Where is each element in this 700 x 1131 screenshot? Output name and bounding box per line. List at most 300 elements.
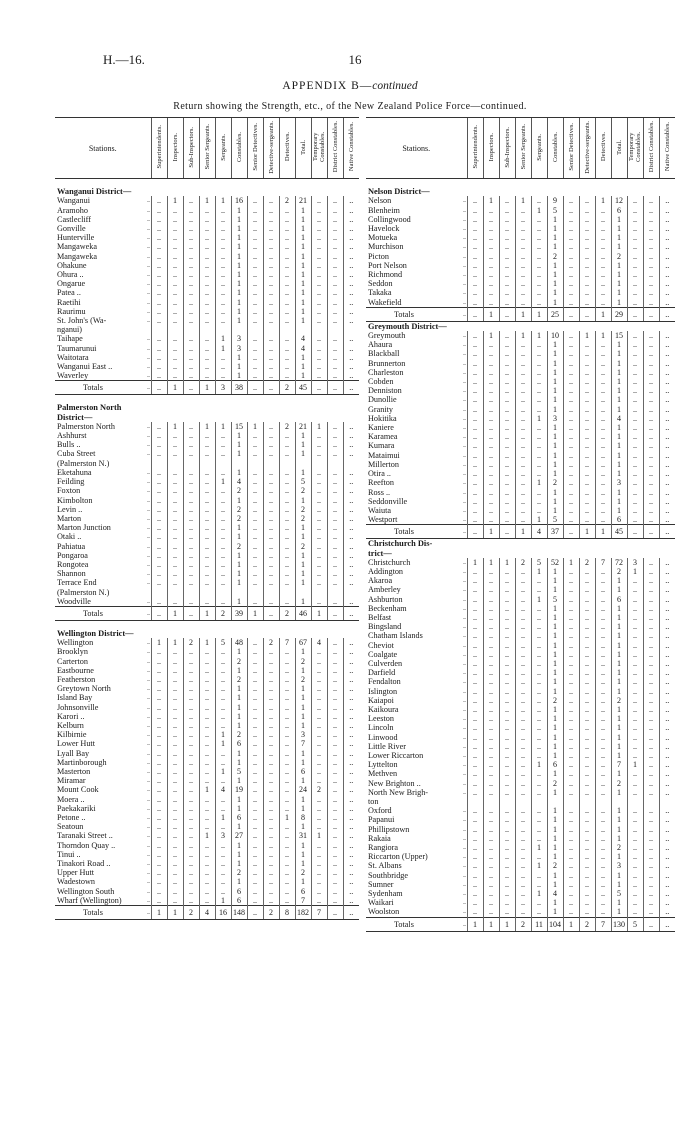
count-cell: ..	[151, 288, 167, 297]
count-cell: ..	[563, 907, 579, 917]
count-cell: ..	[343, 532, 359, 541]
count-cell: ..	[183, 868, 199, 877]
count-cell: ..	[499, 705, 515, 714]
count-cell: ..	[215, 804, 231, 813]
count-cell: ..	[627, 252, 643, 261]
count-cell: ..	[151, 776, 167, 785]
count-cell: ..	[483, 359, 499, 368]
count-cell: ..	[643, 613, 659, 622]
count-cell: ..	[515, 395, 531, 404]
count-cell: ..	[563, 288, 579, 297]
count-cell: ..	[499, 423, 515, 432]
count-cell: 1	[231, 841, 247, 850]
count-cell: ..	[627, 506, 643, 515]
count-cell: 104	[547, 917, 563, 931]
count-cell: ..	[531, 650, 547, 659]
count-cell: ..	[151, 822, 167, 831]
station-name: Christchurch	[368, 557, 411, 567]
station-row	[366, 377, 675, 386]
count-cell: ..	[467, 779, 483, 788]
count-cell: ..	[515, 889, 531, 898]
station-row	[366, 769, 675, 778]
count-cell: ..	[563, 206, 579, 215]
count-cell: ..	[659, 733, 675, 742]
leader-dots: ..	[463, 750, 466, 759]
count-cell: ..	[151, 307, 167, 316]
count-cell: ..	[263, 252, 279, 261]
count-cell: ..	[247, 657, 263, 666]
count-cell: ..	[643, 641, 659, 650]
count-cell: ..	[279, 224, 295, 233]
count-cell: ..	[563, 215, 579, 224]
count-cell: ..	[483, 659, 499, 668]
station-row	[366, 852, 675, 861]
count-cell: 9	[547, 196, 563, 205]
count-cell: ..	[467, 395, 483, 404]
count-cell: ..	[595, 714, 611, 723]
count-cell: ..	[531, 622, 547, 631]
count-cell: ..	[467, 414, 483, 423]
count-cell: ..	[483, 825, 499, 834]
count-cell: ..	[199, 877, 215, 886]
count-cell: ..	[311, 242, 327, 251]
count-cell: ..	[263, 334, 279, 343]
count-cell: ..	[343, 279, 359, 288]
count-cell: 1	[295, 712, 311, 721]
station-row	[55, 868, 359, 877]
count-cell: ..	[531, 733, 547, 742]
count-cell: ..	[659, 806, 675, 815]
count-cell: ..	[183, 440, 199, 449]
count-cell: ..	[499, 215, 515, 224]
count-cell: ..	[467, 769, 483, 778]
count-cell: 1	[151, 638, 167, 647]
count-cell: ..	[531, 585, 547, 594]
count-cell: ..	[499, 696, 515, 705]
count-cell: ..	[515, 604, 531, 613]
count-cell: ..	[327, 288, 343, 297]
count-cell: ..	[199, 813, 215, 822]
count-cell: ..	[595, 622, 611, 631]
count-cell: ..	[515, 488, 531, 497]
station-name: Wakefield	[368, 297, 402, 307]
count-cell: ..	[659, 340, 675, 349]
count-cell: 1	[199, 381, 215, 395]
count-cell: ..	[279, 739, 295, 748]
count-cell: ..	[467, 604, 483, 613]
count-cell: ..	[279, 785, 295, 794]
count-cell: 1	[167, 906, 183, 920]
station-name: Mangaweka	[57, 242, 98, 252]
count-cell: ..	[579, 585, 595, 594]
count-cell: ..	[643, 852, 659, 861]
column-header-label: Sergeants.	[535, 133, 543, 161]
count-cell: ..	[279, 486, 295, 495]
count-cell: ..	[151, 606, 167, 620]
count-cell: ..	[467, 288, 483, 297]
count-cell: ..	[627, 806, 643, 815]
count-cell: 1	[547, 469, 563, 478]
station-name: Otira ..	[368, 469, 391, 479]
station-name: Culverden	[368, 658, 403, 668]
leader-dots: ..	[147, 578, 150, 587]
district-name: trict—	[368, 548, 392, 558]
count-cell: ..	[215, 868, 231, 877]
count-cell: ..	[563, 576, 579, 585]
count-cell: ..	[167, 887, 183, 896]
count-cell: ..	[627, 751, 643, 760]
station-row	[55, 215, 359, 224]
count-cell: ..	[659, 742, 675, 751]
count-cell: ..	[327, 560, 343, 569]
count-cell: ..	[279, 666, 295, 675]
count-cell: ..	[327, 261, 343, 270]
count-cell: ..	[467, 825, 483, 834]
count-cell: ..	[531, 279, 547, 288]
count-cell: ..	[467, 506, 483, 515]
count-cell: ..	[643, 779, 659, 788]
count-cell: ..	[199, 362, 215, 371]
count-cell: ..	[467, 788, 483, 797]
leader-dots: ..	[147, 895, 150, 904]
count-cell: ..	[531, 340, 547, 349]
count-cell: ..	[311, 215, 327, 224]
count-cell: ..	[151, 440, 167, 449]
station-name: Granity	[368, 404, 394, 414]
count-cell: 1	[611, 298, 627, 308]
count-cell: ..	[595, 677, 611, 686]
count-cell: 1	[295, 560, 311, 569]
count-cell: ..	[467, 488, 483, 497]
count-cell: ..	[659, 668, 675, 677]
count-cell: ..	[327, 523, 343, 532]
leader-dots: ..	[463, 631, 466, 640]
column-header-label: Inspectors.	[171, 132, 179, 162]
leader-dots: ..	[463, 815, 466, 824]
count-cell: 1	[231, 684, 247, 693]
count-cell: ..	[327, 647, 343, 656]
count-cell: ..	[595, 852, 611, 861]
count-cell: ..	[515, 733, 531, 742]
station-row	[55, 804, 359, 813]
station-name: Rangiora	[368, 843, 399, 853]
count-cell: ..	[579, 843, 595, 852]
count-cell: ..	[343, 477, 359, 486]
count-cell: ..	[563, 760, 579, 769]
station-name: Motueka	[368, 233, 398, 243]
count-cell: ..	[579, 261, 595, 270]
count-cell: 2	[295, 486, 311, 495]
count-cell: ..	[279, 279, 295, 288]
count-cell: ..	[343, 776, 359, 785]
station-name: Eastbourne	[57, 665, 94, 675]
count-cell: ..	[167, 551, 183, 560]
count-cell: ..	[531, 469, 547, 478]
count-cell: 2	[231, 657, 247, 666]
count-cell: ..	[183, 730, 199, 739]
count-cell: ..	[563, 705, 579, 714]
count-cell: 1	[547, 751, 563, 760]
count-cell: ..	[499, 567, 515, 576]
count-cell: 1	[231, 850, 247, 859]
count-cell: 1	[215, 334, 231, 343]
count-cell: ..	[343, 597, 359, 607]
leader-dots: ..	[463, 806, 466, 815]
count-cell: 1	[231, 252, 247, 261]
leader-dots: ..	[147, 449, 150, 458]
count-cell: ..	[627, 395, 643, 404]
count-cell: ..	[579, 307, 595, 321]
leader-dots	[137, 459, 151, 468]
count-cell: ..	[579, 288, 595, 297]
count-cell: ..	[327, 675, 343, 684]
count-cell: ..	[279, 831, 295, 840]
station-row	[366, 714, 675, 723]
count-cell: ..	[467, 340, 483, 349]
count-cell: ..	[483, 432, 499, 441]
station-row	[55, 325, 359, 334]
leader-dots: ..	[147, 693, 150, 702]
count-cell: ..	[643, 242, 659, 251]
station-name: Leeston	[368, 714, 394, 724]
station-row	[366, 460, 675, 469]
station-name: Cheviot	[368, 640, 394, 650]
count-cell: ..	[595, 261, 611, 270]
count-cell: 48	[231, 638, 247, 647]
count-cell: ..	[499, 368, 515, 377]
count-cell: ..	[579, 907, 595, 917]
count-cell: ..	[151, 730, 167, 739]
count-cell: ..	[515, 595, 531, 604]
count-cell: ..	[595, 441, 611, 450]
count-cell: ..	[167, 353, 183, 362]
station-name: Ohura ..	[57, 270, 84, 280]
count-cell	[151, 325, 167, 334]
station-name: Upper Hutt	[57, 868, 95, 878]
count-cell: ..	[483, 506, 499, 515]
count-cell: ..	[643, 604, 659, 613]
count-cell: ..	[515, 423, 531, 432]
count-cell: ..	[183, 887, 199, 896]
count-cell: ..	[627, 196, 643, 205]
count-cell: 1	[547, 585, 563, 594]
count-cell: ..	[199, 739, 215, 748]
leader-dots: ..	[147, 776, 150, 785]
count-cell: ..	[515, 261, 531, 270]
station-row	[55, 749, 359, 758]
count-cell: ..	[199, 371, 215, 381]
appendix-continued: continued	[372, 80, 418, 92]
spacer-row	[55, 179, 359, 188]
station-row	[55, 693, 359, 702]
station-row	[366, 576, 675, 585]
station-name: Islington	[368, 686, 398, 696]
column-header	[167, 118, 183, 179]
count-cell: ..	[151, 560, 167, 569]
count-cell: ..	[311, 749, 327, 758]
count-cell: ..	[311, 344, 327, 353]
count-cell: 2	[579, 558, 595, 567]
station-row	[55, 542, 359, 551]
count-cell: ..	[183, 896, 199, 906]
count-cell: ..	[343, 822, 359, 831]
count-cell: ..	[183, 657, 199, 666]
count-cell: ..	[215, 362, 231, 371]
station-name: Mangaweka	[57, 251, 98, 261]
leader-dots: ..	[147, 279, 150, 288]
count-cell: ..	[659, 898, 675, 907]
district-heading-row	[55, 403, 359, 412]
count-cell: ..	[499, 261, 515, 270]
count-cell: ..	[531, 242, 547, 251]
count-cell: 1	[231, 666, 247, 675]
count-cell: ..	[247, 638, 263, 647]
count-cell: ..	[643, 871, 659, 880]
count-cell: ..	[499, 525, 515, 539]
count-cell: ..	[199, 233, 215, 242]
leader-dots: ..	[147, 431, 150, 440]
totals-row	[55, 606, 359, 620]
count-cell: ..	[595, 815, 611, 824]
count-cell: 1	[611, 224, 627, 233]
count-cell: 46	[295, 606, 311, 620]
count-cell: ..	[579, 595, 595, 604]
count-cell: ..	[343, 440, 359, 449]
station-name: Levin ..	[57, 504, 83, 514]
station-row	[55, 279, 359, 288]
count-cell: ..	[311, 666, 327, 675]
count-cell: ..	[183, 431, 199, 440]
count-cell: ..	[499, 907, 515, 917]
count-cell: ..	[515, 206, 531, 215]
count-cell: 1	[611, 705, 627, 714]
count-cell: ..	[515, 806, 531, 815]
count-cell: ..	[183, 597, 199, 607]
count-cell: ..	[531, 349, 547, 358]
count-cell: ..	[183, 785, 199, 794]
count-cell: ..	[483, 806, 499, 815]
count-cell: ..	[563, 349, 579, 358]
count-cell: ..	[343, 569, 359, 578]
count-cell: ..	[327, 730, 343, 739]
count-cell: ..	[343, 353, 359, 362]
count-cell: ..	[579, 441, 595, 450]
station-name: nganui)	[57, 325, 83, 335]
count-cell: ..	[167, 242, 183, 251]
count-cell: ..	[563, 359, 579, 368]
count-cell: ..	[595, 423, 611, 432]
count-cell: ..	[167, 795, 183, 804]
count-cell: ..	[247, 196, 263, 205]
count-cell: ..	[483, 760, 499, 769]
count-cell: 1	[295, 841, 311, 850]
count-cell: ..	[499, 806, 515, 815]
count-cell: ..	[467, 497, 483, 506]
count-cell: ..	[183, 831, 199, 840]
leader-dots: ..	[463, 251, 466, 260]
count-cell: ..	[627, 525, 643, 539]
station-name: Wanganui East ..	[57, 362, 113, 372]
count-cell: ..	[247, 804, 263, 813]
count-cell: ..	[215, 523, 231, 532]
count-cell: ..	[199, 477, 215, 486]
count-cell: ..	[279, 569, 295, 578]
count-cell: ..	[563, 880, 579, 889]
station-name: Dunollie	[368, 395, 397, 405]
count-cell: ..	[327, 468, 343, 477]
count-cell: ..	[279, 647, 295, 656]
count-cell: ..	[327, 344, 343, 353]
count-cell: ..	[467, 386, 483, 395]
count-cell: 1	[247, 606, 263, 620]
count-cell: ..	[515, 349, 531, 358]
station-name: Papanui	[368, 815, 395, 825]
count-cell: 1	[547, 677, 563, 686]
station-name: Bulls ..	[57, 440, 81, 450]
count-cell: 1	[231, 431, 247, 440]
count-cell: ..	[183, 242, 199, 251]
count-cell: 1	[231, 449, 247, 458]
count-cell: ..	[183, 551, 199, 560]
count-cell: ..	[467, 359, 483, 368]
count-cell: ..	[627, 460, 643, 469]
leader-dots: ..	[463, 349, 466, 358]
leader-dots: ..	[147, 785, 150, 794]
count-cell: ..	[327, 298, 343, 307]
column-header	[311, 118, 327, 179]
count-cell: ..	[515, 622, 531, 631]
count-cell: ..	[643, 460, 659, 469]
count-cell: ..	[167, 431, 183, 440]
count-cell: 3	[231, 344, 247, 353]
count-cell: ..	[563, 622, 579, 631]
count-cell: ..	[311, 279, 327, 288]
count-cell: ..	[483, 279, 499, 288]
count-cell: ..	[311, 647, 327, 656]
station-row	[366, 613, 675, 622]
count-cell: ..	[643, 585, 659, 594]
leader-dots: ..	[463, 496, 466, 505]
count-cell: ..	[263, 730, 279, 739]
column-header-label: Native Constables.	[663, 122, 671, 172]
count-cell: ..	[579, 432, 595, 441]
count-cell: ..	[279, 431, 295, 440]
count-cell: 1	[611, 423, 627, 432]
count-cell: ..	[343, 647, 359, 656]
count-cell: ..	[643, 488, 659, 497]
leader-dots: ..	[137, 381, 151, 395]
station-name: St. Albans	[368, 861, 402, 871]
district-name: Christchurch Dis-	[368, 539, 433, 549]
count-cell: 1	[295, 749, 311, 758]
count-cell: 1	[547, 806, 563, 815]
leader-dots: ..	[463, 732, 466, 741]
count-cell: ..	[311, 712, 327, 721]
leader-dots: ..	[147, 288, 150, 297]
count-cell: ..	[343, 906, 359, 920]
count-cell: ..	[247, 749, 263, 758]
count-cell: ..	[343, 841, 359, 850]
count-cell: ..	[183, 468, 199, 477]
count-cell	[167, 459, 183, 468]
count-cell: ..	[483, 604, 499, 613]
count-cell: ..	[311, 362, 327, 371]
count-cell: ..	[247, 270, 263, 279]
count-cell: 1	[547, 650, 563, 659]
station-name: Linwood	[368, 732, 398, 742]
count-cell: ..	[343, 316, 359, 325]
count-cell: ..	[627, 270, 643, 279]
